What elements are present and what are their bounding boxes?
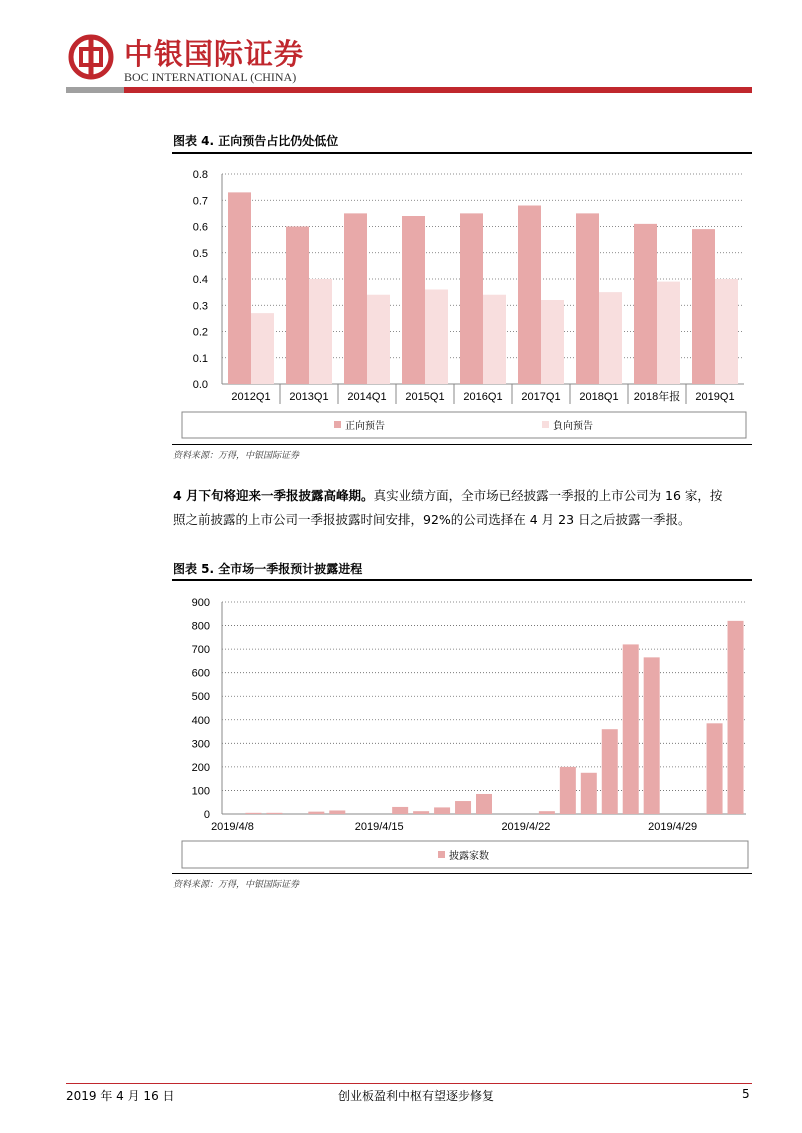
y-tick-label: 400	[191, 714, 210, 727]
x-tick-label: 2015Q1	[405, 391, 445, 403]
figure5-title: 图表 5. 全市场一季报预计披露进程	[173, 562, 363, 576]
y-tick-label: 0.4	[192, 274, 208, 286]
footer-report-title: 创业板盈利中枢有望逐步修复	[338, 1089, 495, 1103]
bar-disclosure-count	[728, 621, 744, 814]
figure4-bottom-rule	[172, 444, 752, 445]
y-tick-label: 500	[191, 691, 210, 704]
y-tick-label: 900	[191, 597, 210, 609]
x-tick-label: 2014Q1	[347, 391, 387, 403]
y-tick-label: 100	[191, 785, 210, 798]
bar-disclosure-count	[602, 729, 618, 814]
x-tick-label: 2018Q1	[579, 391, 619, 403]
paragraph-line2: 照之前披露的上市公司一季报披露时间安排，92%的公司选择在 4 月 23 日之后披露一季报。	[173, 512, 691, 527]
bar-negative	[251, 313, 274, 384]
legend-swatch	[542, 421, 549, 428]
bar-negative	[541, 300, 564, 384]
paragraph-lead: 4 月下旬将迎来一季报披露高峰期。	[173, 488, 374, 503]
brand-name-en: BOC INTERNATIONAL (CHINA)	[124, 70, 297, 84]
y-tick-label: 0.1	[192, 352, 208, 365]
boc-logo-icon	[68, 34, 114, 80]
header-bar-grey	[66, 87, 124, 93]
y-tick-label: 200	[191, 761, 210, 774]
bar-disclosure-count	[266, 813, 282, 814]
bar-negative	[425, 290, 448, 385]
footer-date: 2019 年 4 月 16 日	[66, 1089, 175, 1103]
x-tick-label: 2019/4/15	[354, 821, 404, 833]
footer-page-number: 5	[742, 1087, 750, 1101]
legend-box	[182, 412, 746, 438]
bar-positive	[692, 229, 715, 384]
bar-positive	[576, 213, 599, 384]
x-tick-label: 2012Q1	[231, 391, 271, 403]
bar-disclosure-count	[560, 767, 576, 814]
bar-negative	[309, 279, 332, 384]
y-tick-label: 0.2	[192, 326, 208, 339]
bar-positive	[402, 216, 425, 384]
legend-label: 披露家数	[449, 851, 489, 862]
legend-label: 正向预告	[345, 421, 385, 432]
y-tick-label: 0	[203, 809, 210, 821]
bar-disclosure-count	[581, 773, 597, 814]
bar-disclosure-count	[413, 811, 429, 814]
bar-disclosure-count	[623, 644, 639, 814]
figure4-title: 图表 4. 正向预告占比仍处低位	[173, 134, 339, 148]
bar-negative	[657, 282, 680, 384]
y-tick-label: 800	[191, 620, 210, 633]
x-tick-label: 2016Q1	[463, 391, 503, 403]
bar-disclosure-count	[539, 811, 555, 814]
y-tick-label: 0.3	[192, 300, 208, 313]
bar-positive	[228, 192, 251, 384]
bar-disclosure-count	[392, 807, 408, 814]
bar-negative	[367, 295, 390, 384]
bar-negative	[715, 279, 738, 384]
x-tick-label: 2019/4/22	[501, 821, 551, 833]
body-paragraph	[173, 484, 753, 532]
bar-disclosure-count	[707, 723, 723, 814]
y-tick-label: 0.8	[192, 169, 208, 181]
bar-disclosure-count	[455, 801, 471, 814]
paragraph-line1: 真实业绩方面，全市场已经披露一季报的上市公司为 16 家，按	[373, 488, 723, 503]
bar-negative	[483, 295, 506, 384]
boc-logo	[68, 34, 114, 80]
legend-swatch	[334, 421, 341, 428]
bar-disclosure-count	[308, 812, 324, 814]
x-tick-label: 2019/4/8	[211, 821, 254, 833]
bar-positive	[286, 227, 309, 385]
figure5-chart	[172, 585, 752, 871]
figure4-top-rule	[172, 152, 752, 154]
bar-positive	[518, 206, 541, 385]
brand-name-cn: 中银国际证券	[124, 37, 305, 71]
x-tick-label: 2013Q1	[289, 391, 329, 403]
figure4-chart	[172, 158, 752, 442]
bar-disclosure-count	[644, 657, 660, 814]
bar-disclosure-count	[434, 807, 450, 814]
figure5-bottom-rule	[172, 873, 752, 874]
legend-label: 負向预告	[553, 421, 593, 432]
footer-rule	[66, 1083, 752, 1084]
x-tick-label: 2017Q1	[521, 391, 561, 403]
header-bar-red	[124, 87, 752, 93]
y-tick-label: 300	[191, 738, 210, 751]
figure5-top-rule	[172, 579, 752, 581]
figure5-source: 资料来源：万得，中银国际证券	[173, 880, 300, 890]
y-tick-label: 0.0	[192, 379, 208, 391]
y-tick-label: 600	[191, 667, 210, 680]
x-tick-label: 2019Q1	[695, 391, 735, 403]
bar-negative	[599, 292, 622, 384]
legend-swatch	[438, 851, 445, 858]
y-tick-label: 0.7	[192, 195, 208, 208]
y-tick-label: 0.6	[192, 221, 208, 234]
figure4-source: 资料来源：万得，中银国际证券	[173, 451, 300, 461]
y-tick-label: 0.5	[192, 247, 208, 260]
y-tick-label: 700	[191, 644, 210, 657]
bar-positive	[344, 213, 367, 384]
bar-disclosure-count	[476, 794, 492, 814]
bar-disclosure-count	[245, 813, 261, 814]
bar-positive	[460, 213, 483, 384]
bar-positive	[634, 224, 657, 384]
x-tick-label: 2019/4/29	[648, 821, 698, 833]
bar-disclosure-count	[329, 810, 345, 814]
x-tick-label: 2018年报	[633, 391, 681, 403]
